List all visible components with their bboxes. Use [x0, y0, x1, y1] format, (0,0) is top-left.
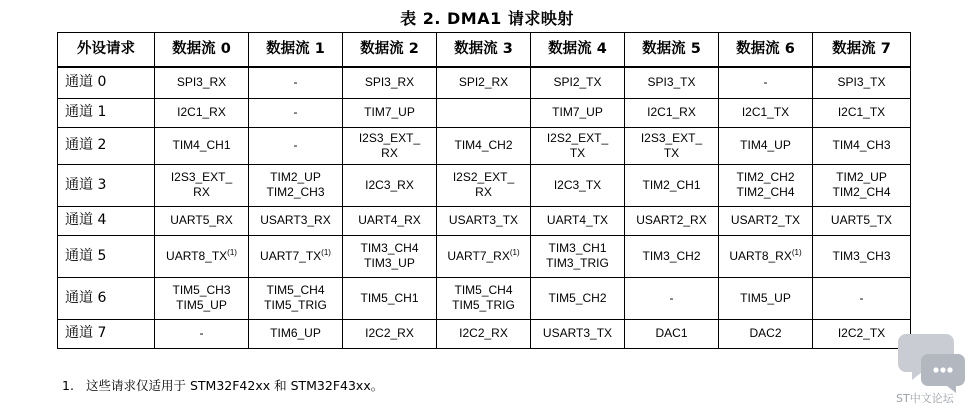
cell-text: I2C1_TX [741, 105, 790, 119]
cell-text: I2C3_TX [553, 177, 602, 192]
table-cell [625, 277, 719, 319]
cell-text: - [669, 290, 674, 305]
cell-text: TIM4_UP [740, 138, 791, 152]
footnote-number: 1. [62, 378, 74, 393]
channel-label: 通道 2 [58, 127, 155, 164]
table-cell [813, 277, 911, 319]
cell-text: RX [193, 185, 210, 199]
table-cell [719, 319, 813, 348]
cell-text: TIM6_UP [270, 326, 321, 340]
cell-text: TIM4_CH1 [172, 138, 231, 152]
cell-text: TIM4_CH3 [832, 138, 891, 152]
cell-text: SPI3_RX [176, 75, 227, 90]
header-stream-4: 数据流 4 [531, 33, 625, 68]
table-row [58, 67, 911, 98]
footnote-marker: (1) [509, 247, 520, 257]
table-cell [813, 206, 911, 235]
cell-text: TIM3_CH4 [360, 241, 419, 255]
table-cell [531, 319, 625, 348]
cell-text: USART3_RX [260, 213, 331, 227]
cell-text: SPI3_TX [837, 75, 886, 90]
header-stream-6: 数据流 6 [719, 33, 813, 68]
table-cell [437, 319, 531, 348]
table-cell [343, 164, 437, 206]
cell-text: UART8_RX$^{(1)}$ [729, 247, 802, 263]
cell-text: TX [569, 145, 586, 160]
cell-text: - [199, 326, 204, 340]
cell-text: I2S3_EXT_ [358, 130, 421, 145]
table-cell [625, 127, 719, 164]
table-cell [531, 235, 625, 277]
cell-text: I2C2_TX [837, 326, 886, 340]
table-cell [437, 206, 531, 235]
header-stream-3: 数据流 3 [437, 33, 531, 68]
table-cell [719, 98, 813, 127]
cell-text: I2S3_EXT_ [170, 170, 233, 184]
cell-text: SPI3_RX [364, 75, 415, 90]
cell-text: - [293, 138, 298, 152]
table-cell [531, 277, 625, 319]
table-cell [155, 98, 249, 127]
cell-text: - [293, 105, 298, 119]
cell-text: TIM2_CH1 [642, 177, 701, 192]
cell-text: UART7_TX$^{(1)}$ [260, 247, 331, 263]
cell-text: USART3_TX [448, 213, 519, 227]
table-cell [343, 235, 437, 277]
cell-text: I2S2_EXT_ [452, 170, 515, 184]
channel-label: 通道 6 [58, 277, 155, 319]
cell-text: - [293, 75, 298, 90]
table-cell [437, 98, 531, 127]
cell-text: SPI3_TX [647, 75, 696, 90]
cell-text: TIM5_TRIG [264, 298, 327, 312]
table-cell [625, 67, 719, 98]
table-cell [437, 67, 531, 98]
cell-text: RX [475, 185, 492, 199]
cell-text: TX [663, 145, 680, 160]
table-cell [249, 206, 343, 235]
table-cell [719, 277, 813, 319]
cell-text: DAC1 [655, 326, 688, 340]
table-cell [625, 206, 719, 235]
cell-text: I2C1_RX [177, 105, 226, 119]
cell-text: TIM3_CH3 [832, 248, 891, 263]
cell-text: I2C2_RX [365, 326, 414, 340]
channel-label: 通道 0 [58, 67, 155, 98]
cell-text: - [859, 290, 864, 305]
table-cell [155, 164, 249, 206]
table-cell [625, 319, 719, 348]
table-cell [437, 235, 531, 277]
table-row [58, 127, 911, 164]
header-stream-7: 数据流 7 [813, 33, 911, 68]
cell-text: TIM2_CH3 [266, 185, 325, 199]
table-cell [249, 164, 343, 206]
table-cell [155, 277, 249, 319]
cell-text: DAC2 [749, 326, 782, 340]
table-cell [343, 277, 437, 319]
table-cell [625, 164, 719, 206]
table-row [58, 206, 911, 235]
cell-text: USART3_TX [542, 326, 613, 340]
table-cell [343, 98, 437, 127]
channel-label: 通道 1 [58, 98, 155, 127]
cell-text: TIM5_UP [740, 290, 791, 305]
table-cell [719, 127, 813, 164]
cell-text: TIM2_UP [270, 170, 321, 184]
cell-text: - [763, 75, 768, 90]
cell-text: I2S3_EXT_ [640, 130, 703, 145]
footnote-marker: (1) [791, 247, 802, 257]
cell-text: TIM2_UP [836, 170, 887, 184]
channel-label: 通道 5 [58, 235, 155, 277]
cell-text: TIM3_CH2 [642, 248, 701, 263]
cell-text: UART7_RX$^{(1)}$ [447, 247, 520, 263]
cell-text: I2S2_EXT_ [546, 130, 609, 145]
table-cell [249, 98, 343, 127]
cell-text: TIM2_CH4 [832, 185, 891, 199]
table-cell [343, 319, 437, 348]
table-cell [719, 206, 813, 235]
table-cell [813, 319, 911, 348]
table-cell [813, 235, 911, 277]
cell-text: TIM3_UP [364, 256, 415, 270]
table-cell [249, 277, 343, 319]
table-cell [155, 235, 249, 277]
cell-text: TIM7_UP [552, 105, 603, 119]
table-cell [625, 98, 719, 127]
table-cell [531, 98, 625, 127]
table-cell [813, 127, 911, 164]
table-cell [343, 67, 437, 98]
cell-text: RX [381, 145, 398, 160]
cell-text: I2C3_RX [365, 177, 414, 192]
cell-text: TIM2_CH4 [736, 185, 795, 199]
cell-text: TIM7_UP [364, 105, 415, 119]
table-row [58, 277, 911, 319]
table-cell [249, 67, 343, 98]
cell-text: TIM5_CH1 [360, 290, 419, 305]
table-cell [249, 235, 343, 277]
table-row [58, 319, 911, 348]
cell-text: TIM5_CH3 [172, 283, 231, 297]
table-cell [437, 127, 531, 164]
table-cell [719, 235, 813, 277]
table-cell [155, 127, 249, 164]
table-cell [249, 319, 343, 348]
table-cell [531, 206, 625, 235]
table-cell [155, 319, 249, 348]
table-cell [719, 164, 813, 206]
table-cell [813, 164, 911, 206]
table-row [58, 98, 911, 127]
footnote-text: 这些请求仅适用于 STM32F42xx 和 STM32F43xx。 [86, 378, 384, 393]
header-stream-0: 数据流 0 [155, 33, 249, 68]
table-cell [155, 206, 249, 235]
channel-label: 通道 7 [58, 319, 155, 348]
table-row [58, 235, 911, 277]
cell-text: UART5_RX [170, 213, 233, 227]
cell-text: UART4_TX [546, 213, 609, 227]
cell-text: SPI2_RX [458, 75, 509, 90]
footnote-marker: (1) [321, 247, 331, 257]
cell-text: TIM2_CH2 [736, 170, 795, 184]
cell-text: UART4_RX [358, 213, 421, 227]
cell-text: TIM5_TRIG [452, 298, 515, 312]
table-cell [155, 67, 249, 98]
table-cell [343, 127, 437, 164]
cell-text: TIM5_CH4 [266, 283, 325, 297]
channel-label: 通道 3 [58, 164, 155, 206]
cell-text: TIM5_CH4 [454, 283, 513, 297]
watermark-text: ST中文论坛 [896, 392, 954, 405]
cell-text: TIM5_CH2 [548, 290, 607, 305]
channel-label: 通道 4 [58, 206, 155, 235]
cell-text: TIM4_CH2 [454, 138, 513, 152]
footnote [62, 376, 383, 394]
table-cell [531, 127, 625, 164]
cell-text: UART8_TX$^{(1)}$ [166, 247, 237, 263]
cell-text: USART2_TX [730, 213, 801, 227]
cell-text: I2C2_RX [459, 326, 508, 340]
table-title: 表 2. DMA1 请求映射 [400, 9, 574, 28]
cell-text: TIM3_CH1 [548, 241, 607, 255]
table-cell [813, 67, 911, 98]
table-row [58, 164, 911, 206]
cell-text: UART5_TX [830, 213, 893, 227]
table-cell [437, 277, 531, 319]
table-cell [719, 67, 813, 98]
table-cell [343, 206, 437, 235]
header-stream-5: 数据流 5 [625, 33, 719, 68]
table-cell [531, 164, 625, 206]
table-cell [249, 127, 343, 164]
table-cell [531, 67, 625, 98]
cell-text: TIM5_UP [176, 298, 227, 312]
cell-text: I2C1_RX [647, 105, 696, 119]
footnote-marker: (1) [227, 247, 237, 257]
table-header-row [58, 33, 911, 68]
header-stream-1: 数据流 1 [249, 33, 343, 68]
cell-text: I2C1_TX [837, 105, 886, 119]
table-cell [813, 98, 911, 127]
cell-text: USART2_RX [636, 213, 707, 227]
cell-text: SPI2_TX [553, 75, 602, 90]
dma1-request-table [57, 32, 911, 349]
header-stream-2: 数据流 2 [343, 33, 437, 68]
cell-text: TIM3_TRIG [546, 256, 609, 270]
table-cell [625, 235, 719, 277]
header-peripheral: 外设请求 [58, 33, 155, 68]
table-cell [437, 164, 531, 206]
